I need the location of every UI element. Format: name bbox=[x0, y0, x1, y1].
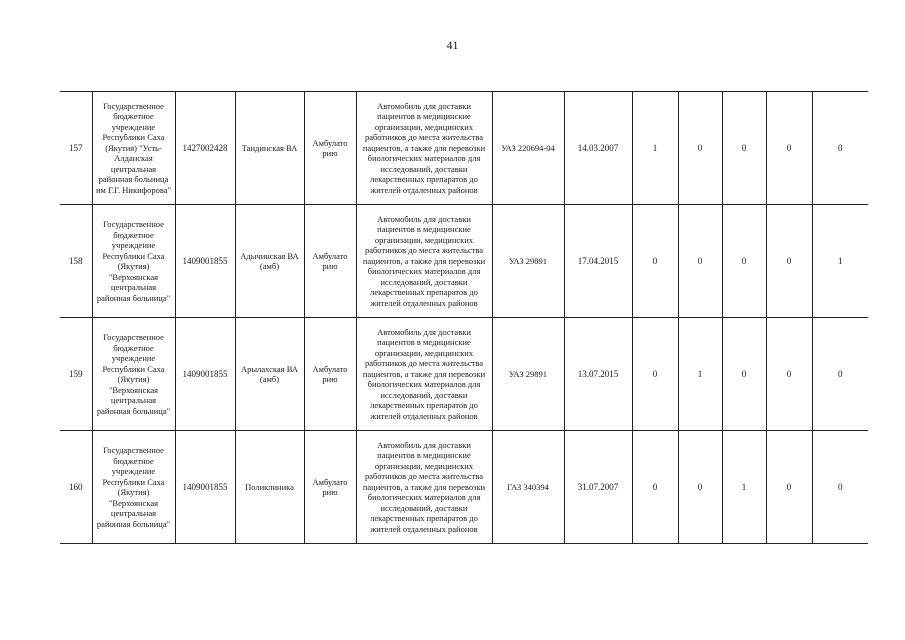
flag-cell: 0 bbox=[678, 431, 722, 544]
flag-cell: 1 bbox=[678, 318, 722, 431]
registration-date: 17.04.2015 bbox=[564, 205, 632, 318]
facility-type: Амбулато рию bbox=[304, 92, 356, 205]
flag-cell: 0 bbox=[766, 205, 812, 318]
flag-cell: 0 bbox=[766, 431, 812, 544]
registration-date: 13.07.2015 bbox=[564, 318, 632, 431]
vehicle-model: УАЗ 29891 bbox=[492, 318, 564, 431]
row-number: 157 bbox=[60, 92, 92, 205]
facility-type: Амбулато рию bbox=[304, 205, 356, 318]
flag-cell: 0 bbox=[722, 318, 766, 431]
registration-date: 31.07.2007 bbox=[564, 431, 632, 544]
inn-cell: 1409001855 bbox=[175, 318, 235, 431]
vehicle-model: УАЗ 29891 bbox=[492, 205, 564, 318]
vehicle-registry-table bbox=[60, 91, 868, 544]
flag-cell: 0 bbox=[678, 205, 722, 318]
vehicle-model: ГАЗ 340394 bbox=[492, 431, 564, 544]
row-number: 160 bbox=[60, 431, 92, 544]
inn-cell: 1409001855 bbox=[175, 431, 235, 544]
row-number: 158 bbox=[60, 205, 92, 318]
vehicle-model: УАЗ 220694-04 bbox=[492, 92, 564, 205]
flag-cell: 0 bbox=[766, 92, 812, 205]
unit-name: Арылахская ВА (амб) bbox=[235, 318, 304, 431]
vehicle-purpose: Автомобиль для доставки пациентов в медицинские организации, медицинских работников до места жительства пациентов, а также для перевозки биологических материалов для исследований, доставки лекарственных препаратов до жителей отдаленных районов bbox=[356, 92, 492, 205]
flag-cell: 0 bbox=[812, 318, 868, 431]
table-row bbox=[60, 92, 868, 205]
flag-cell: 0 bbox=[722, 92, 766, 205]
institution-name: Государственное бюджетное учреждение Республики Саха (Якутия) "Верхоянская центральная районная больница" bbox=[92, 205, 175, 318]
flag-cell: 0 bbox=[722, 205, 766, 318]
facility-type: Амбулато рию bbox=[304, 431, 356, 544]
flag-cell: 0 bbox=[678, 92, 722, 205]
flag-cell: 0 bbox=[766, 318, 812, 431]
vehicle-purpose: Автомобиль для доставки пациентов в медицинские организации, медицинских работников до места жительства пациентов, а также для перевозки биологических материалов для исследований, доставки лекарственных препаратов до жителей отдаленных районов bbox=[356, 318, 492, 431]
flag-cell: 0 bbox=[812, 92, 868, 205]
vehicle-purpose: Автомобиль для доставки пациентов в медицинские организации, медицинских работников до места жительства пациентов, а также для перевозки биологических материалов для исследований, доставки лекарственных препаратов до жителей отдаленных районов bbox=[356, 205, 492, 318]
flag-cell: 1 bbox=[722, 431, 766, 544]
inn-cell: 1409001855 bbox=[175, 205, 235, 318]
flag-cell: 1 bbox=[812, 205, 868, 318]
facility-type: Амбулато рию bbox=[304, 318, 356, 431]
institution-name: Государственное бюджетное учреждение Республики Саха (Якутия) "Усть-Алданская центральная районная больница им Г.Г. Никифорова" bbox=[92, 92, 175, 205]
flag-cell: 0 bbox=[632, 205, 678, 318]
table-row bbox=[60, 431, 868, 544]
flag-cell: 0 bbox=[632, 431, 678, 544]
registration-date: 14.03.2007 bbox=[564, 92, 632, 205]
inn-cell: 1427002428 bbox=[175, 92, 235, 205]
institution-name: Государственное бюджетное учреждение Республики Саха (Якутия) "Верхоянская центральная районная больница" bbox=[92, 318, 175, 431]
flag-cell: 0 bbox=[812, 431, 868, 544]
page-number: 41 bbox=[446, 38, 459, 52]
unit-name: Поликлиника bbox=[235, 431, 304, 544]
table-row bbox=[60, 205, 868, 318]
flag-cell: 1 bbox=[632, 92, 678, 205]
table-row bbox=[60, 318, 868, 431]
vehicle-purpose: Автомобиль для доставки пациентов в медицинские организации, медицинских работников до места жительства пациентов, а также для перевозки биологических материалов для исследований, доставки лекарственных препаратов до жителей отдаленных районов bbox=[356, 431, 492, 544]
institution-name: Государственное бюджетное учреждение Республики Саха (Якутия) "Верхоянская центральная районная больница" bbox=[92, 431, 175, 544]
row-number: 159 bbox=[60, 318, 92, 431]
unit-name: Тандинская ВА bbox=[235, 92, 304, 205]
flag-cell: 0 bbox=[632, 318, 678, 431]
unit-name: Адычинская ВА (амб) bbox=[235, 205, 304, 318]
